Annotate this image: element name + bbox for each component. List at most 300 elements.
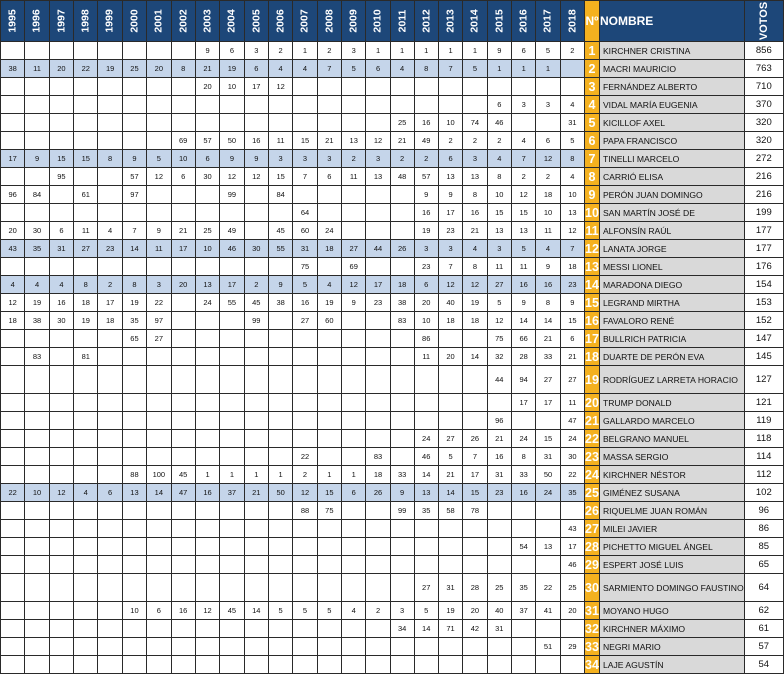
year-rank-cell xyxy=(390,366,414,394)
year-rank-cell xyxy=(25,466,49,484)
year-rank-cell xyxy=(536,520,560,538)
year-rank-cell xyxy=(25,520,49,538)
year-rank-cell: 13 xyxy=(195,276,219,294)
year-rank-cell xyxy=(268,330,292,348)
year-rank-cell: 17 xyxy=(438,204,462,222)
year-rank-cell: 14 xyxy=(414,620,438,638)
year-rank-cell: 40 xyxy=(487,602,511,620)
votes-cell: 216 xyxy=(744,168,783,186)
year-rank-cell: 18 xyxy=(390,276,414,294)
year-rank-cell xyxy=(268,394,292,412)
year-rank-cell xyxy=(268,538,292,556)
votes-cell: 61 xyxy=(744,620,783,638)
year-rank-cell xyxy=(122,366,146,394)
year-rank-cell xyxy=(463,556,487,574)
year-rank-cell: 44 xyxy=(487,366,511,394)
rank-cell: 34 xyxy=(585,657,599,672)
year-rank-cell xyxy=(463,412,487,430)
year-rank-cell xyxy=(147,502,171,520)
year-rank-cell: 21 xyxy=(244,484,268,502)
year-rank-cell: 19 xyxy=(25,294,49,312)
year-rank-cell xyxy=(1,42,25,60)
year-rank-cell: 18 xyxy=(366,466,390,484)
year-rank-cell xyxy=(487,394,511,412)
year-rank-cell: 47 xyxy=(560,412,584,430)
year-rank-cell: 18 xyxy=(463,312,487,330)
year-rank-cell: 31 xyxy=(536,448,560,466)
year-rank-cell xyxy=(390,556,414,574)
year-rank-cell: 5 xyxy=(414,602,438,620)
year-rank-cell xyxy=(366,330,390,348)
year-rank-cell: 64 xyxy=(293,204,317,222)
year-header xyxy=(74,1,98,42)
year-rank-cell: 11 xyxy=(536,222,560,240)
year-rank-cell xyxy=(195,448,219,466)
year-rank-cell xyxy=(463,538,487,556)
year-rank-cell: 44 xyxy=(366,240,390,258)
year-rank-cell xyxy=(195,638,219,656)
year-rank-cell xyxy=(122,502,146,520)
year-rank-cell xyxy=(293,412,317,430)
year-rank-cell: 6 xyxy=(171,168,195,186)
year-rank-cell: 33 xyxy=(536,348,560,366)
year-rank-cell xyxy=(268,204,292,222)
year-rank-cell: 47 xyxy=(171,484,195,502)
year-rank-cell xyxy=(74,394,98,412)
year-rank-cell xyxy=(195,186,219,204)
year-rank-cell: 7 xyxy=(438,258,462,276)
year-rank-cell xyxy=(74,366,98,394)
year-rank-cell xyxy=(74,258,98,276)
year-rank-cell xyxy=(268,502,292,520)
year-rank-cell: 6 xyxy=(536,132,560,150)
year-rank-cell xyxy=(171,502,195,520)
year-rank-cell xyxy=(147,556,171,574)
year-rank-cell xyxy=(438,638,462,656)
year-header-label: 2014 xyxy=(468,9,481,33)
rank-cell: 1 xyxy=(585,42,600,60)
year-rank-cell: 5 xyxy=(536,42,560,60)
year-rank-cell xyxy=(171,42,195,60)
year-rank-cell xyxy=(414,78,438,96)
year-rank-cell: 4 xyxy=(390,60,414,78)
year-header xyxy=(49,1,73,42)
votes-cell: 85 xyxy=(744,538,783,556)
year-rank-cell: 15 xyxy=(463,484,487,502)
year-rank-cell xyxy=(487,520,511,538)
year-rank-cell: 55 xyxy=(268,240,292,258)
year-rank-cell: 13 xyxy=(463,168,487,186)
year-rank-cell xyxy=(122,78,146,96)
year-rank-cell: 3 xyxy=(463,150,487,168)
year-rank-cell: 9 xyxy=(511,294,535,312)
year-rank-cell: 30 xyxy=(195,168,219,186)
year-rank-cell xyxy=(244,330,268,348)
year-rank-cell: 31 xyxy=(487,466,511,484)
year-rank-cell xyxy=(536,78,560,96)
year-rank-cell xyxy=(122,114,146,132)
name-cell: DUARTE DE PERÓN EVA xyxy=(599,348,744,366)
year-rank-cell xyxy=(49,366,73,394)
year-rank-cell: 21 xyxy=(317,132,341,150)
year-rank-cell: 12 xyxy=(511,186,535,204)
year-rank-cell xyxy=(414,394,438,412)
year-rank-cell: 15 xyxy=(317,484,341,502)
year-rank-cell xyxy=(293,638,317,656)
votes-cell: 96 xyxy=(744,502,783,520)
year-rank-cell xyxy=(122,42,146,60)
year-rank-cell: 5 xyxy=(463,60,487,78)
year-rank-cell: 5 xyxy=(511,240,535,258)
year-rank-cell: 50 xyxy=(220,132,244,150)
year-rank-cell xyxy=(317,620,341,638)
year-rank-cell: 27 xyxy=(536,366,560,394)
year-rank-cell: 8 xyxy=(463,258,487,276)
year-rank-cell xyxy=(195,258,219,276)
year-rank-cell: 27 xyxy=(438,430,462,448)
year-rank-cell xyxy=(25,114,49,132)
year-rank-cell xyxy=(25,96,49,114)
year-rank-cell xyxy=(220,620,244,638)
year-rank-cell: 23 xyxy=(560,276,584,294)
year-rank-cell: 13 xyxy=(366,168,390,186)
year-rank-cell: 6 xyxy=(244,60,268,78)
year-header-label: 2004 xyxy=(225,9,238,33)
year-rank-cell: 13 xyxy=(511,222,535,240)
year-rank-cell: 58 xyxy=(438,502,462,520)
year-rank-cell: 14 xyxy=(147,484,171,502)
year-rank-cell: 4 xyxy=(511,132,535,150)
year-rank-cell xyxy=(49,348,73,366)
year-rank-cell: 11 xyxy=(487,258,511,276)
year-rank-cell: 55 xyxy=(220,294,244,312)
name-cell: SAN MARTÍN JOSÉ DE xyxy=(599,204,744,222)
year-rank-cell xyxy=(49,330,73,348)
rank-cell: 30 xyxy=(585,574,600,602)
year-rank-cell xyxy=(366,656,390,674)
votes-cell: 154 xyxy=(744,276,783,294)
year-rank-cell xyxy=(147,186,171,204)
year-rank-cell xyxy=(244,222,268,240)
year-rank-cell xyxy=(195,348,219,366)
year-rank-cell xyxy=(1,602,25,620)
year-rank-cell: 84 xyxy=(25,186,49,204)
votes-header xyxy=(744,1,783,42)
year-rank-cell xyxy=(147,114,171,132)
year-rank-cell: 18 xyxy=(74,294,98,312)
rank-cell: 4 xyxy=(585,96,600,114)
year-rank-cell xyxy=(171,520,195,538)
year-rank-cell xyxy=(244,574,268,602)
year-rank-cell xyxy=(171,638,195,656)
table-row xyxy=(1,574,784,602)
name-cell: KIRCHNER CRISTINA xyxy=(599,42,744,60)
year-rank-cell xyxy=(1,656,25,674)
year-rank-cell: 31 xyxy=(487,620,511,638)
year-rank-cell xyxy=(1,448,25,466)
year-rank-cell: 6 xyxy=(366,60,390,78)
name-cell: LEGRAND MIRTHA xyxy=(599,294,744,312)
year-rank-cell: 65 xyxy=(122,330,146,348)
year-rank-cell: 5 xyxy=(342,60,366,78)
year-header-label: 1999 xyxy=(104,9,117,33)
year-rank-cell xyxy=(74,412,98,430)
year-rank-cell: 8 xyxy=(463,186,487,204)
year-rank-cell xyxy=(390,574,414,602)
year-rank-cell xyxy=(98,78,122,96)
year-rank-cell xyxy=(366,430,390,448)
votes-cell: 119 xyxy=(744,412,783,430)
year-rank-cell xyxy=(366,258,390,276)
year-header xyxy=(463,1,487,42)
year-rank-cell xyxy=(390,330,414,348)
year-rank-cell xyxy=(390,204,414,222)
year-rank-cell xyxy=(268,574,292,602)
year-header xyxy=(317,1,341,42)
year-rank-cell xyxy=(487,638,511,656)
rank-cell: 22 xyxy=(585,431,599,446)
year-header xyxy=(560,1,584,42)
year-rank-cell: 11 xyxy=(74,222,98,240)
year-rank-cell: 17 xyxy=(536,394,560,412)
year-rank-cell xyxy=(195,330,219,348)
table-row xyxy=(1,638,784,656)
year-rank-cell: 9 xyxy=(122,150,146,168)
year-rank-cell xyxy=(366,312,390,330)
year-rank-cell xyxy=(220,96,244,114)
year-header xyxy=(98,1,122,42)
name-cell: RIQUELME JUAN ROMÁN xyxy=(599,502,744,520)
year-rank-cell: 10 xyxy=(171,150,195,168)
year-rank-cell: 27 xyxy=(560,366,584,394)
rank-cell: 2 xyxy=(585,60,600,78)
name-cell: MOYANO HUGO xyxy=(599,602,744,620)
year-rank-cell xyxy=(147,348,171,366)
year-rank-cell xyxy=(536,556,560,574)
year-rank-cell: 30 xyxy=(560,448,584,466)
year-rank-cell: 6 xyxy=(195,150,219,168)
year-rank-cell: 14 xyxy=(536,312,560,330)
year-rank-cell xyxy=(49,114,73,132)
year-rank-cell: 100 xyxy=(147,466,171,484)
year-header xyxy=(268,1,292,42)
year-rank-cell xyxy=(438,78,462,96)
year-rank-cell xyxy=(342,222,366,240)
year-rank-cell: 24 xyxy=(414,430,438,448)
year-rank-cell xyxy=(414,656,438,674)
year-rank-cell: 17 xyxy=(220,276,244,294)
year-rank-cell xyxy=(342,330,366,348)
year-rank-cell xyxy=(220,656,244,674)
year-rank-cell xyxy=(366,204,390,222)
year-rank-cell xyxy=(317,348,341,366)
year-rank-cell xyxy=(463,656,487,674)
rank-cell: 11 xyxy=(585,223,599,238)
year-rank-cell: 46 xyxy=(220,240,244,258)
year-rank-cell xyxy=(268,656,292,674)
year-rank-cell xyxy=(147,574,171,602)
year-rank-cell xyxy=(25,204,49,222)
year-rank-cell xyxy=(25,448,49,466)
year-rank-cell: 15 xyxy=(268,168,292,186)
year-rank-cell xyxy=(414,520,438,538)
year-rank-cell xyxy=(147,638,171,656)
year-rank-cell: 88 xyxy=(293,502,317,520)
year-rank-cell: 26 xyxy=(390,240,414,258)
year-rank-cell xyxy=(220,502,244,520)
year-rank-cell xyxy=(414,556,438,574)
year-rank-cell: 3 xyxy=(268,150,292,168)
year-rank-cell: 34 xyxy=(390,620,414,638)
year-rank-cell xyxy=(98,186,122,204)
rank-cell: 21 xyxy=(585,413,599,428)
year-rank-cell: 28 xyxy=(463,574,487,602)
votes-cell: 127 xyxy=(744,366,783,394)
year-rank-cell xyxy=(244,620,268,638)
year-rank-cell: 3 xyxy=(487,240,511,258)
rank-cell: 26 xyxy=(585,503,599,518)
year-header-label: 2015 xyxy=(493,9,506,33)
year-rank-cell xyxy=(342,430,366,448)
year-rank-cell xyxy=(122,348,146,366)
year-rank-cell xyxy=(244,258,268,276)
year-rank-cell xyxy=(1,366,25,394)
year-rank-cell: 75 xyxy=(293,258,317,276)
year-rank-cell: 25 xyxy=(487,574,511,602)
year-rank-cell xyxy=(244,96,268,114)
year-rank-cell: 22 xyxy=(536,574,560,602)
year-header-label: 1996 xyxy=(31,9,44,33)
year-rank-cell xyxy=(511,638,535,656)
year-rank-cell xyxy=(244,204,268,222)
year-rank-cell xyxy=(342,78,366,96)
year-rank-cell xyxy=(25,168,49,186)
year-rank-cell: 12 xyxy=(560,222,584,240)
year-rank-cell xyxy=(98,656,122,674)
year-rank-cell: 41 xyxy=(536,602,560,620)
year-rank-cell xyxy=(171,656,195,674)
year-rank-cell: 28 xyxy=(511,348,535,366)
year-rank-cell xyxy=(342,448,366,466)
year-rank-cell xyxy=(98,330,122,348)
year-rank-cell: 22 xyxy=(1,484,25,502)
year-rank-cell xyxy=(317,556,341,574)
year-rank-cell xyxy=(511,502,535,520)
votes-cell: 121 xyxy=(744,394,783,412)
year-rank-cell xyxy=(1,168,25,186)
year-rank-cell xyxy=(268,312,292,330)
year-rank-cell: 21 xyxy=(463,222,487,240)
name-cell: GIMÉNEZ SUSANA xyxy=(599,484,744,502)
year-rank-cell: 1 xyxy=(195,466,219,484)
year-rank-cell xyxy=(147,412,171,430)
year-rank-cell: 15 xyxy=(74,150,98,168)
year-header-label: 1995 xyxy=(6,9,19,33)
year-rank-cell xyxy=(98,96,122,114)
year-rank-cell: 27 xyxy=(414,574,438,602)
table-row xyxy=(1,60,784,78)
year-rank-cell xyxy=(98,538,122,556)
votes-cell: 199 xyxy=(744,204,783,222)
year-rank-cell xyxy=(147,394,171,412)
year-rank-cell: 1 xyxy=(536,60,560,78)
year-rank-cell xyxy=(220,556,244,574)
year-rank-cell xyxy=(49,394,73,412)
table-row xyxy=(1,168,784,186)
year-rank-cell xyxy=(122,258,146,276)
year-rank-cell: 14 xyxy=(244,602,268,620)
year-rank-cell xyxy=(317,656,341,674)
votes-cell: 147 xyxy=(744,330,783,348)
year-rank-cell xyxy=(1,538,25,556)
year-rank-cell: 83 xyxy=(25,348,49,366)
year-rank-cell xyxy=(293,114,317,132)
votes-cell: 57 xyxy=(744,638,783,656)
year-rank-cell: 11 xyxy=(147,240,171,258)
year-rank-cell xyxy=(390,448,414,466)
year-header xyxy=(195,1,219,42)
year-rank-cell xyxy=(560,620,584,638)
year-rank-cell xyxy=(98,348,122,366)
year-rank-cell: 13 xyxy=(487,222,511,240)
year-rank-cell xyxy=(74,132,98,150)
year-rank-cell xyxy=(49,42,73,60)
year-rank-cell: 29 xyxy=(560,638,584,656)
year-rank-cell: 60 xyxy=(317,312,341,330)
year-rank-cell xyxy=(49,258,73,276)
year-rank-cell: 16 xyxy=(463,204,487,222)
year-rank-cell: 16 xyxy=(536,276,560,294)
year-rank-cell xyxy=(536,412,560,430)
year-rank-cell xyxy=(1,258,25,276)
year-rank-cell: 2 xyxy=(463,132,487,150)
year-rank-cell: 24 xyxy=(317,222,341,240)
year-header-label: 2005 xyxy=(250,9,263,33)
year-rank-cell xyxy=(220,366,244,394)
year-rank-cell: 13 xyxy=(560,204,584,222)
year-rank-cell: 25 xyxy=(195,222,219,240)
year-rank-cell: 14 xyxy=(511,312,535,330)
year-rank-cell: 11 xyxy=(560,394,584,412)
year-rank-cell xyxy=(25,258,49,276)
table-row xyxy=(1,204,784,222)
year-rank-cell xyxy=(195,620,219,638)
votes-header-label: VOTOS xyxy=(757,1,770,41)
year-rank-cell xyxy=(171,258,195,276)
year-rank-cell: 26 xyxy=(463,430,487,448)
year-rank-cell xyxy=(98,520,122,538)
year-rank-cell xyxy=(147,204,171,222)
rank-cell: 25 xyxy=(585,485,599,500)
votes-cell: 177 xyxy=(744,240,783,258)
year-rank-cell: 7 xyxy=(560,240,584,258)
year-rank-cell: 74 xyxy=(463,114,487,132)
year-rank-cell xyxy=(366,520,390,538)
year-rank-cell xyxy=(220,258,244,276)
votes-cell: 856 xyxy=(744,42,783,60)
year-rank-cell: 1 xyxy=(366,42,390,60)
rank-cell: 3 xyxy=(585,78,600,96)
year-rank-cell xyxy=(366,366,390,394)
name-cell: SARMIENTO DOMINGO FAUSTINO xyxy=(599,574,744,602)
year-rank-cell xyxy=(220,520,244,538)
year-rank-cell: 11 xyxy=(25,60,49,78)
year-rank-cell: 12 xyxy=(1,294,25,312)
year-rank-cell xyxy=(122,656,146,674)
year-rank-cell xyxy=(74,520,98,538)
year-rank-cell: 12 xyxy=(220,168,244,186)
year-rank-cell xyxy=(438,412,462,430)
